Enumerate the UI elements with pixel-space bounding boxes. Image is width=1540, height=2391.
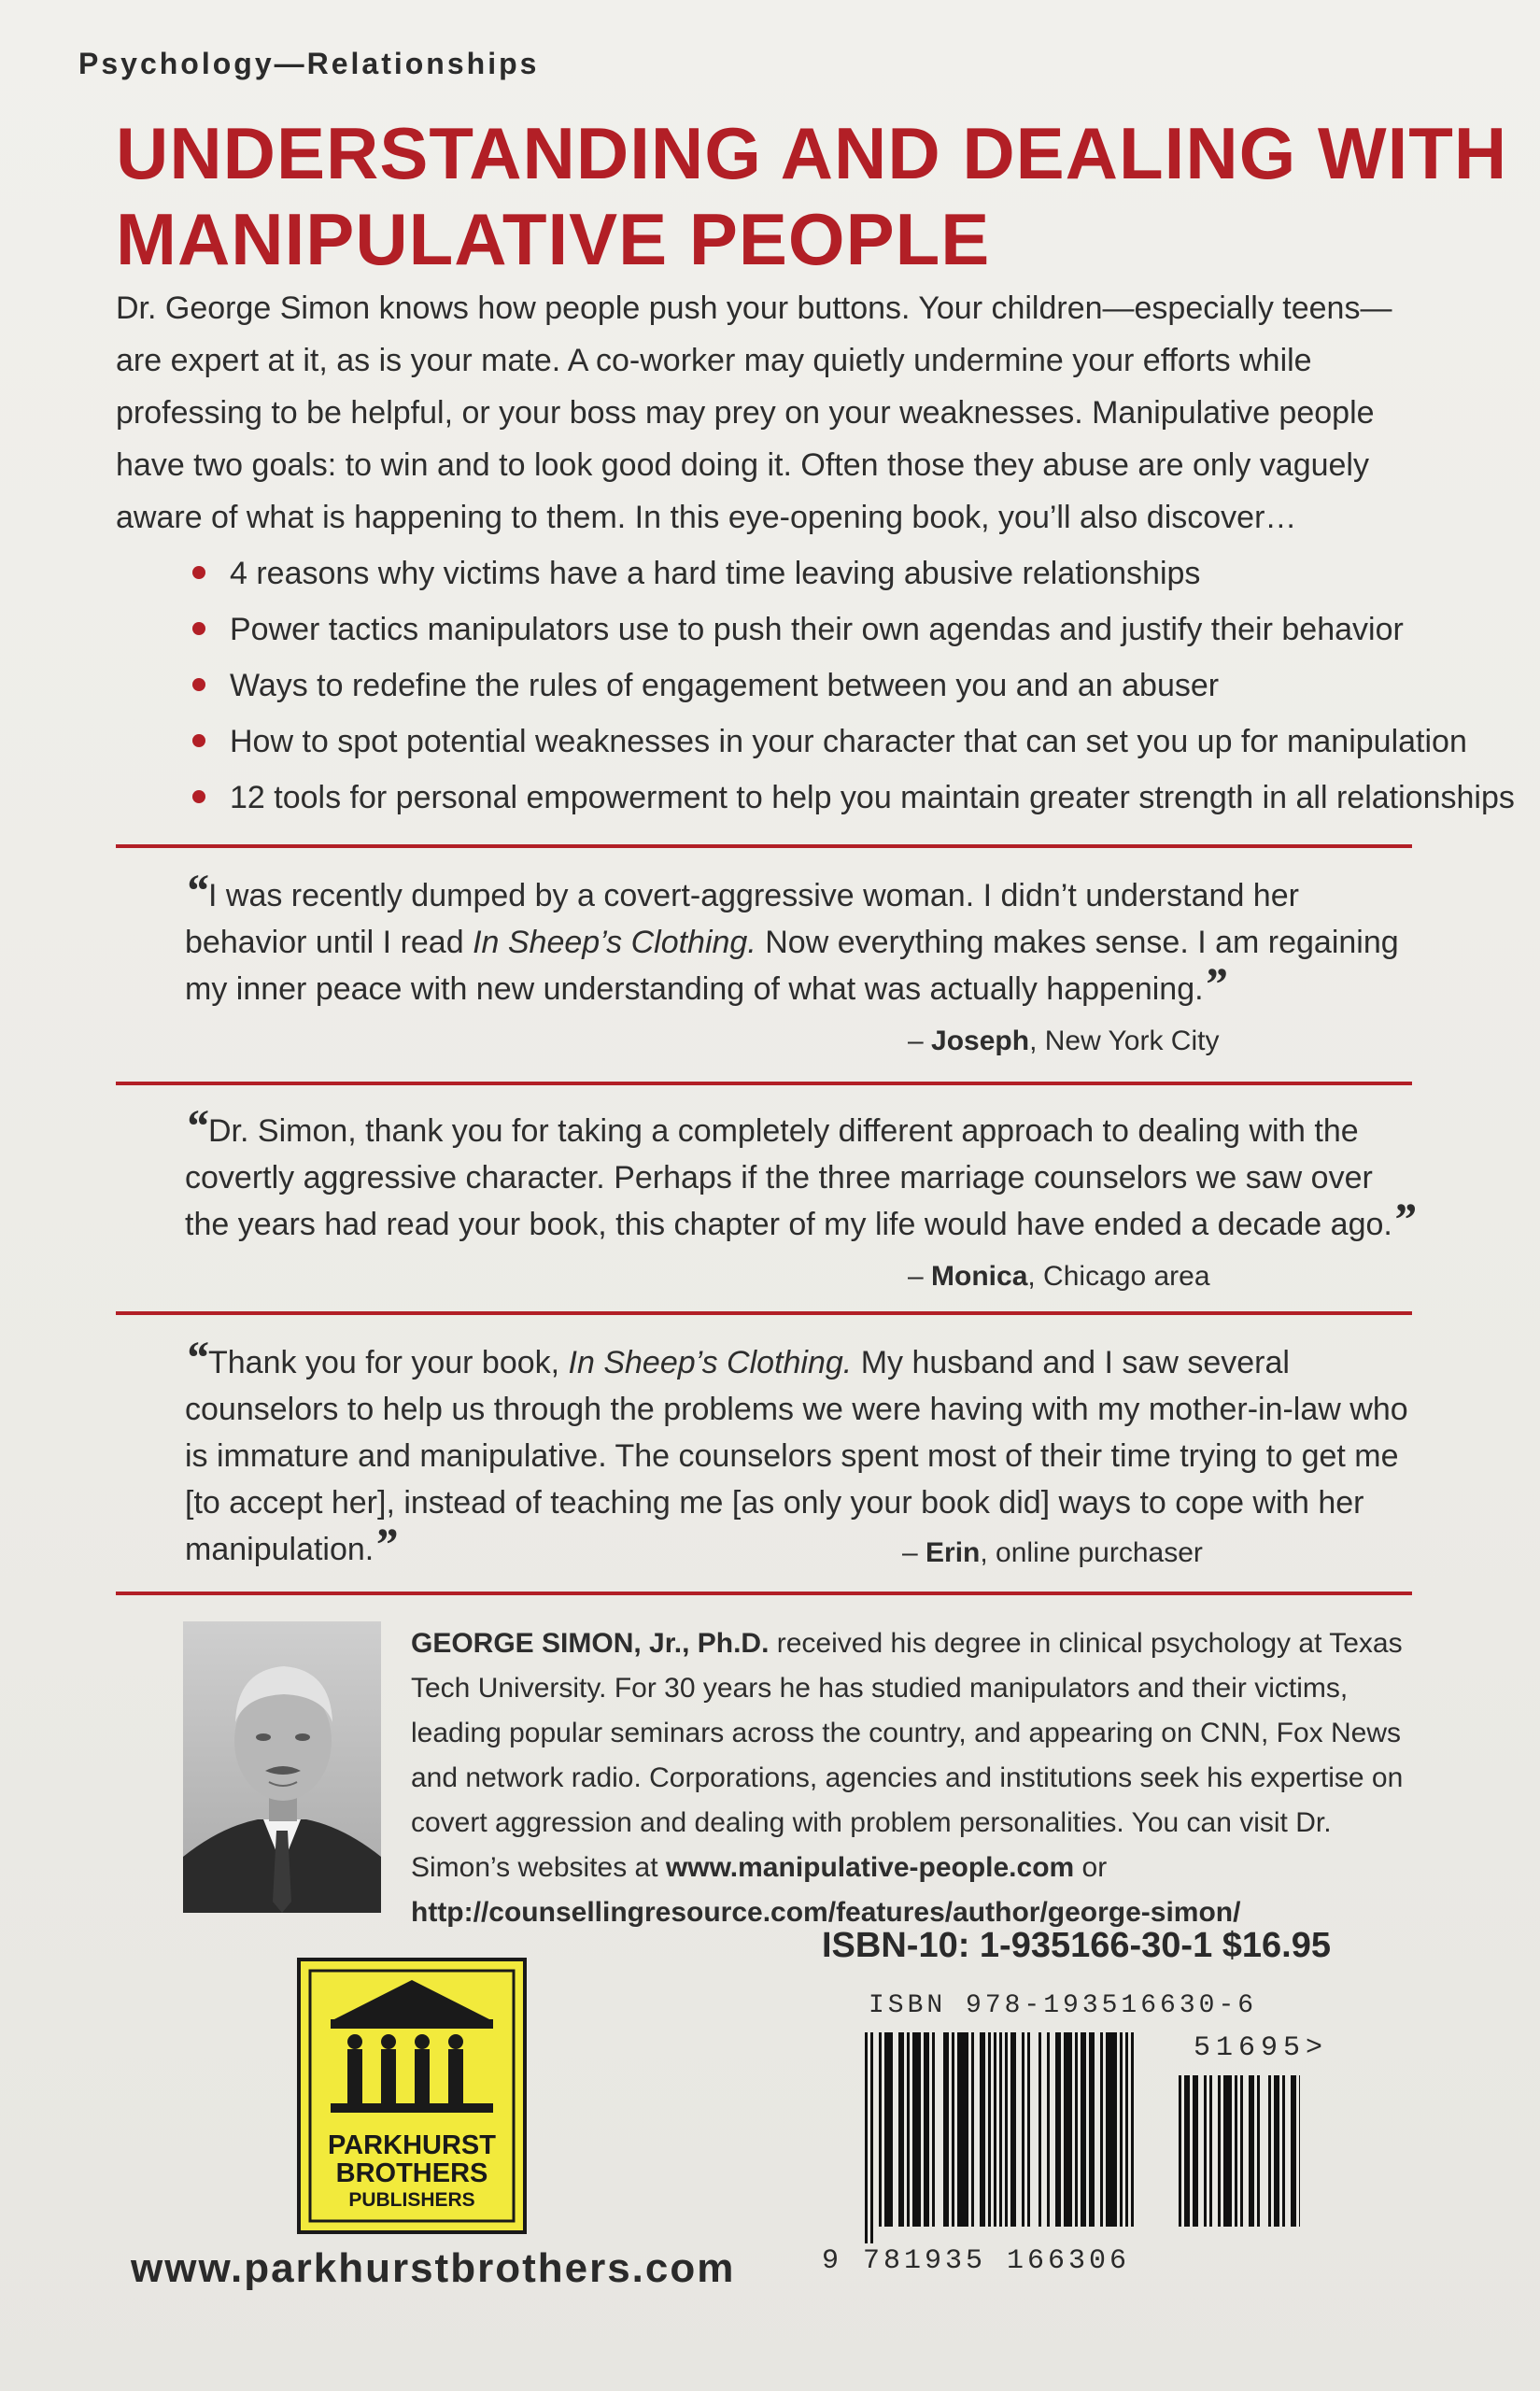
barcode-bar <box>980 2032 985 2227</box>
barcode-bar <box>952 2032 954 2227</box>
testimonial-1 <box>185 864 1418 1012</box>
close-quote-icon: ” <box>1203 957 1227 1010</box>
close-quote-icon: ” <box>1392 1193 1416 1245</box>
attribution-name: Joseph <box>931 1026 1030 1056</box>
barcode-bar <box>1249 2075 1254 2227</box>
publisher-line-3: PUBLISHERS <box>348 2189 475 2211</box>
barcode-bar <box>1005 2032 1008 2227</box>
barcode-bar <box>1204 2075 1207 2227</box>
barcode-bar <box>865 2032 868 2243</box>
barcode-bar <box>999 2032 1002 2227</box>
barcode-bar <box>1100 2032 1103 2227</box>
author-portrait-image <box>183 1621 381 1913</box>
barcode-bar <box>1299 2075 1300 2227</box>
barcode-bar <box>994 2032 996 2227</box>
author-profile-link[interactable]: http://counsellingresource.com/features/author/george-simon/ <box>411 1897 1241 1928</box>
barcode-bar <box>1184 2075 1190 2227</box>
testimonial-2 <box>185 1099 1418 1248</box>
barcode-bar <box>1218 2075 1221 2227</box>
barcode-bar <box>1075 2032 1078 2227</box>
testimonial-text: “I was recently dumped by a covert-aggressive woman. I didn’t understand her behavior until I read In Sheep’s Clothing. Now everything makes sense. I am regaining my inner peace with new understanding of what was actually happening.” <box>185 864 1399 1010</box>
open-quote-icon: “ <box>185 1331 208 1383</box>
barcode-bar <box>1027 2032 1030 2227</box>
barcode-bar <box>1282 2075 1285 2227</box>
attribution-place: , Chicago area <box>1027 1261 1210 1292</box>
barcode-block <box>822 1991 1345 2290</box>
testimonial-3 <box>185 1331 1418 1573</box>
barcode-bar <box>1268 2075 1271 2227</box>
divider <box>116 1311 1412 1315</box>
divider <box>116 844 1412 848</box>
author-bio: GEORGE SIMON, Jr., Ph.D. received his degree in clinical psychology at Texas Tech University. For 30 years he has studied manipulators and their victims, leading popular seminars across the country, and appearing on CNN, Fox News and network radio. Corporations, agencies and institutions seek his expertise on covert aggression and dealing with problem personalities. You can visit Dr. Simon’s websites at www.manipulative-people.com or http://counsellingresource.com/features/author/george-simon/ <box>411 1628 1404 1928</box>
close-quote-icon: ” <box>374 1518 398 1570</box>
attribution-name: Monica <box>931 1261 1028 1292</box>
barcode-bar <box>1223 2075 1232 2227</box>
barcode-bar <box>988 2032 991 2227</box>
barcode-bar <box>1106 2032 1117 2227</box>
divider <box>116 1082 1412 1085</box>
isbn-13: ISBN 978-193516630-6 <box>869 1991 1258 2020</box>
attribution-place: , New York City <box>1029 1026 1220 1056</box>
bullet-dot-icon <box>192 678 205 691</box>
headline-line-1: UNDERSTANDING AND DEALING WITH <box>116 112 1508 194</box>
barcode-bar <box>879 2032 882 2227</box>
barcode-bar <box>1209 2075 1212 2227</box>
headline-line-2: MANIPULATIVE PEOPLE <box>116 198 991 280</box>
barcode-bar <box>1047 2032 1050 2227</box>
barcode-bar <box>898 2032 904 2227</box>
barcode-bar <box>943 2032 949 2227</box>
benefit-item: How to spot potential weaknesses in your character that can set you up for manipulation <box>187 714 1401 770</box>
benefit-list <box>187 545 1515 826</box>
bullet-dot-icon <box>192 622 205 635</box>
headline <box>116 110 1508 282</box>
divider <box>116 1592 1412 1595</box>
publisher-website[interactable]: www.parkhurstbrothers.com <box>131 2245 736 2291</box>
barcode-bar <box>884 2032 893 2227</box>
attribution-name: Erin <box>925 1537 981 1568</box>
barcode-bar <box>1291 2075 1296 2227</box>
author-photo <box>183 1621 381 1913</box>
barcode-bar <box>1131 2032 1134 2227</box>
benefit-item: Power tactics manipulators use to push their own agendas and justify their behavior <box>187 601 1401 658</box>
barcode-bar <box>1179 2075 1181 2227</box>
testimonial-text: “Thank you for your book, In Sheep’s Clothing. My husband and I saw several counselors to help us through the problems we were having with my mother-in-law who is immature and manipulative. The counselors spent most of their time trying to get me [to accept her], instead of teaching me [as only your book did] ways to cope with her manipulation.” <box>185 1331 1408 1570</box>
parkhurst-logo-image <box>297 1958 527 2234</box>
barcode-bar <box>1010 2032 1016 2227</box>
barcode-bar <box>1125 2032 1128 2227</box>
barcode-bar <box>1120 2032 1123 2227</box>
barcode-bar <box>1240 2075 1243 2227</box>
addon-barcode <box>1179 2075 1300 2243</box>
barcode-bar <box>870 2032 873 2243</box>
barcode-bar <box>907 2032 910 2227</box>
barcode-bar <box>957 2032 968 2227</box>
category-label: Psychology—Relationships <box>78 47 540 80</box>
open-quote-icon: “ <box>185 1099 208 1152</box>
testimonial-3-attribution: – Erin, online purchaser <box>902 1537 1203 1568</box>
open-quote-icon: “ <box>185 864 208 916</box>
barcode-bar <box>1193 2075 1198 2227</box>
intro-paragraph: Dr. George Simon knows how people push your buttons. Your children—especially teens—are expert at it, as is your mate. A co-worker may quietly undermine your efforts while professing to be helpful, or your boss may prey on your weaknesses. Manipulative people have two goals: to win and to look good doing it. Often those they abuse are only vaguely aware of what is happening to them. In this eye-opening book, you’ll also discover… <box>116 290 1392 535</box>
barcode-bar <box>1022 2032 1024 2227</box>
barcode-bar <box>1274 2075 1279 2227</box>
barcode-bar <box>1081 2032 1086 2227</box>
barcode-bar <box>1064 2032 1072 2227</box>
bullet-dot-icon <box>192 734 205 747</box>
barcode-bar <box>1055 2032 1061 2227</box>
isbn-10-price: ISBN-10: 1-935166-30-1 $16.95 <box>822 1926 1332 1965</box>
barcode-bar <box>924 2032 929 2227</box>
benefit-item: 4 reasons why victims have a hard time leaving abusive relationships <box>187 545 1401 601</box>
barcode-digits: 9 781935 166306 <box>822 2245 1131 2277</box>
price-code: 51695> <box>1194 2032 1329 2064</box>
publisher-logo <box>297 1958 527 2234</box>
barcode-bar <box>912 2032 921 2227</box>
ean-barcode <box>865 2032 1173 2243</box>
testimonial-2-attribution: – Monica, Chicago area <box>908 1261 1210 1292</box>
barcode-bar <box>1089 2032 1095 2227</box>
barcode-bar <box>1235 2075 1237 2227</box>
author-name: GEORGE SIMON, Jr., Ph.D. <box>411 1628 770 1659</box>
barcode-bar <box>971 2032 974 2227</box>
attribution-place: , online purchaser <box>980 1537 1203 1568</box>
benefit-item: Ways to redefine the rules of engagement between you and an abuser <box>187 658 1401 714</box>
barcode-bar <box>1038 2032 1041 2227</box>
benefit-item: 12 tools for personal empowerment to help you maintain greater strength in all relationships <box>187 770 1401 826</box>
barcode-bar <box>932 2032 935 2227</box>
barcode-bar <box>1257 2075 1260 2227</box>
bullet-dot-icon <box>192 566 205 579</box>
author-website-link[interactable]: www.manipulative-people.com <box>665 1852 1075 1883</box>
testimonial-1-attribution: – Joseph, New York City <box>908 1026 1220 1056</box>
bullet-dot-icon <box>192 790 205 803</box>
publisher-line-2: BROTHERS <box>335 2158 488 2188</box>
publisher-line-1: PARKHURST <box>328 2130 496 2160</box>
testimonial-text: “Dr. Simon, thank you for taking a completely different approach to dealing with the covertly aggressive character. Perhaps if the three marriage counselors we saw over the years had read your book, this chapter of my life would have ended a decade ago.” <box>185 1099 1416 1245</box>
